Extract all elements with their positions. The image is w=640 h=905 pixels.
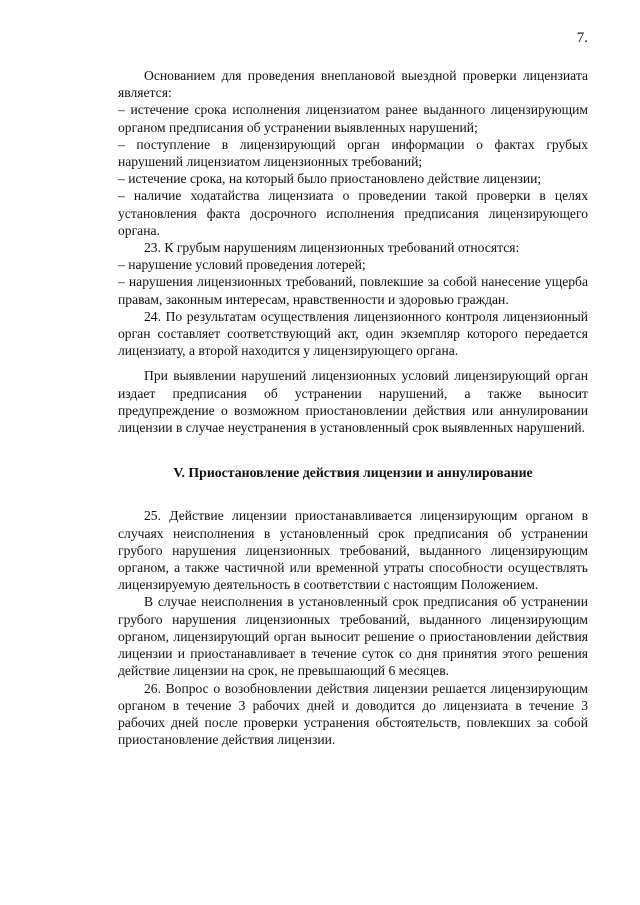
- list-item: – истечение срока исполнения лицензиатом ранее выданного лицензирующим органом предписания об устранении выявленных нарушений;: [118, 102, 588, 135]
- list-item: – наличие ходатайства лицензиата о проведении такой проверки в целях установления факта досрочного исполнения предписания лицензирующего органа.: [118, 188, 588, 238]
- page-number: 7.: [576, 30, 588, 46]
- list-item: – истечение срока, на который было приостановлено действие лицензии;: [118, 171, 542, 187]
- paragraph: 23. К грубым нарушениям лицензионных требований относятся:: [144, 240, 520, 256]
- list-item: – поступление в лицензирующий орган информации о фактах грубых нарушений лицензиатом лицензионных требований;: [118, 136, 588, 170]
- paragraph: При выявлении нарушений лицензионных условий лицензирующий орган издает предписания об устранении нарушений, а также выносит предупреждение о возможном приостановлении действия или аннулировании лицензии в случае неустранения в установленный срок выявленных нарушений.: [118, 368, 588, 436]
- document-body: [118, 67, 588, 748]
- section-heading: V. Приостановление действия лицензии и аннулирование: [173, 465, 533, 481]
- paragraph: 25. Действие лицензии приостанавливается лицензирующим органом в случаях неисполнения в установленный срок предписания об устранении грубого нарушения лицензионных требований, выданного лицензирующим органом, а также частичной или временной утраты способности осуществлять лицензируемую деятельность в соответствии с настоящим Положением.: [118, 508, 588, 593]
- paragraph: 26. Вопрос о возобновлении действия лицензии решается лицензирующим органом в течение 3 рабочих дней и доводится до лицензиата в течение 3 рабочих дней после проверки устранения обстоятельств, повлекших за собой приостановление действия лицензии.: [118, 680, 588, 748]
- list-item: – нарушения лицензионных требований, повлекшие за собой нанесение ущерба правам, законным интересам, нравственности и здоровью граждан.: [118, 274, 588, 307]
- paragraph: 24. По результатам осуществления лицензионного контроля лицензионный орган составляет соответствующий акт, один экземпляр которого передается лицензиату, а второй находится у лицензирующего органа.: [118, 308, 588, 359]
- paragraph: Основанием для проведения внеплановой выездной проверки лицензиата является:: [118, 68, 588, 101]
- paragraph: В случае неисполнения в установленный срок предписания об устранении грубого нарушения лицензионных требований, выданного лицензирующим органом, лицензирующий орган выносит решение о приостановлении действия лицензии и приостанавливает в течение суток со дня принятия этого решения действие лицензии на срок, не превышающий 6 месяцев.: [118, 594, 588, 679]
- list-item: – нарушение условий проведения лотерей;: [118, 257, 366, 273]
